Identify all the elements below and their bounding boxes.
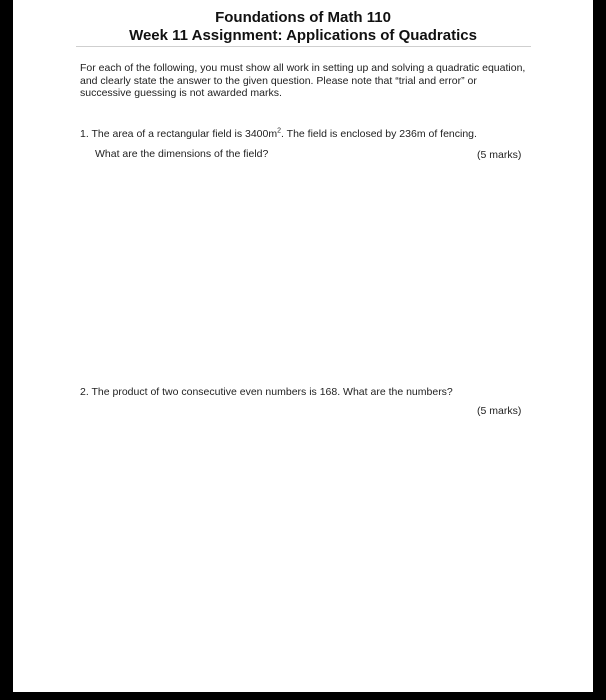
question-1-superscript: 2 xyxy=(277,127,282,135)
question-1-text-end: . The field is enclosed by 236m of fencing. xyxy=(281,128,477,140)
question-1-line xyxy=(80,128,477,141)
instructions-paragraph: For each of the following, you must show all work in setting up and solving a quadratic equation, and clearly state the answer to the given question. Please note that “trial and error” or successive guessing is not awarded marks. xyxy=(80,62,526,99)
question-1-marks: (5 marks) xyxy=(477,149,522,161)
question-1-number: 1. xyxy=(80,128,89,140)
document-title: Foundations of Math 110 xyxy=(215,9,391,26)
question-2-line xyxy=(80,386,453,399)
question-1-continuation: What are the dimensions of the field? xyxy=(95,148,269,160)
assignment-page xyxy=(13,0,593,692)
question-2-text: The product of two consecutive even numbers is 168. What are the numbers? xyxy=(91,386,453,398)
title-divider xyxy=(76,46,531,47)
document-subtitle: Week 11 Assignment: Applications of Quadratics xyxy=(129,27,477,44)
question-1-text: The area of a rectangular field is 3400m xyxy=(91,128,278,140)
question-2-number: 2. xyxy=(80,386,89,398)
question-2-marks: (5 marks) xyxy=(477,405,522,417)
